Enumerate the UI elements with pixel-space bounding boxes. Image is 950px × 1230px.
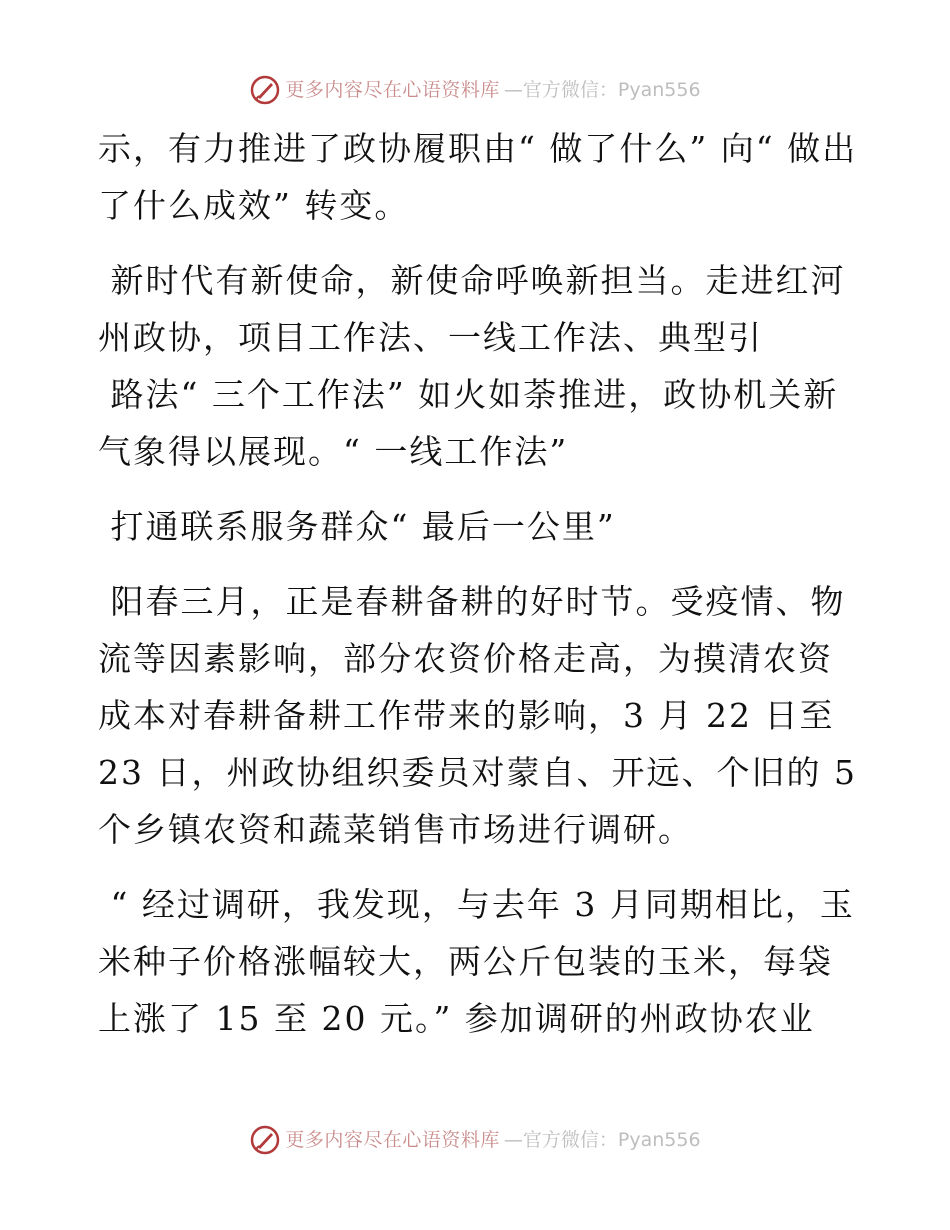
quill-pen-icon [249,1124,281,1156]
paragraph: “ 经过调研，我发现，与去年 3 月同期相比，玉米种子价格涨幅较大，两公斤包装的玉米，每袋上涨了 15 至 20 元。” 参加调研的州政协农业 [98,885,855,1038]
paragraph: 示，有力推进了政协履职由“ 做了什么” 向“ 做出了什么成效” 转变。 [98,129,858,225]
paragraph: 路法“ 三个工作法” 如火如荼推进，政协机关新气象得以展现。“ 一线工作法” [98,375,839,471]
quill-pen-icon [249,74,281,106]
document-body [98,120,870,1065]
watermark-text: 更多内容尽在心语资料库 [285,79,500,101]
paragraph: 阳春三月，正是春耕备耕的好时节。受疫情、物流等因素影响，部分农资价格走高，为摸清农资成本对春耕备耕工作带来的影响，3 月 22 日至 23 日，州政协组织委员对蒙自、开远、个旧的 5 个乡镇农资和蔬菜销售市场进行调研。 [98,582,870,849]
watermark-header [0,74,950,106]
watermark-contact: —官方微信：Pyan556 [503,1129,701,1151]
watermark-text: 更多内容尽在心语资料库 [285,1129,500,1151]
paragraph: 打通联系服务群众“ 最后一公里” [98,507,616,546]
paragraph: 新时代有新使命，新使命呼唤新担当。走进红河州政协，项目工作法、一线工作法、典型引 [98,261,846,357]
watermark-contact: —官方微信：Pyan556 [503,79,701,101]
watermark-footer [0,1124,950,1156]
